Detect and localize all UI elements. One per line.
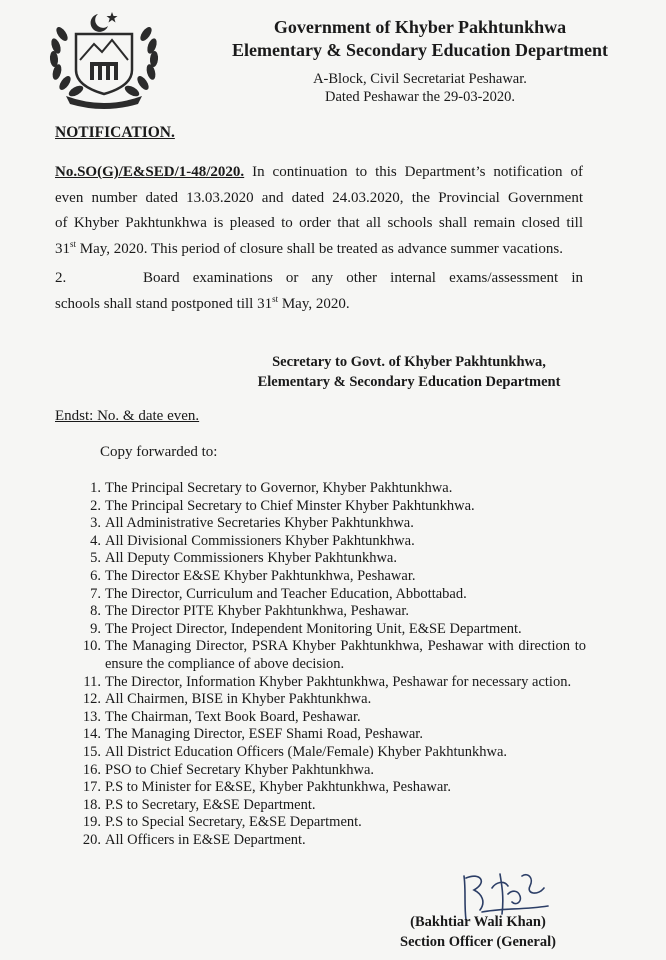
date-suffix: st (70, 238, 77, 249)
paragraph-2-text-2: schools shall stand postponed till 31 (55, 295, 273, 312)
list-item (74, 762, 586, 780)
paragraph-2-text-3: May, 2020. (278, 295, 350, 312)
list-item-number: 15. (82, 743, 101, 760)
list-item-number: 14. (82, 726, 101, 743)
list-item-text: The Chairman, Text Book Board, Peshawar. (105, 708, 361, 725)
list-item-text: The Principal Secretary to Chief Minster Khyber Pakhtunkhwa. (105, 497, 475, 514)
recipient-list (74, 480, 586, 849)
list-item-number: 18. (82, 796, 101, 813)
list-item-number: 8. (90, 603, 101, 620)
list-item (74, 638, 586, 673)
list-item-text: All Chairmen, BISE in Khyber Pakhtunkhwa. (105, 691, 372, 708)
list-item (74, 832, 586, 850)
list-item (74, 744, 586, 762)
paragraph-number: 2. (55, 270, 67, 286)
list-item-number: 4. (90, 532, 101, 549)
list-item (74, 603, 586, 621)
list-item-text: PSO to Chief Secretary Khyber Pakhtunkhwa. (105, 761, 375, 778)
signatory-department: Elementary & Secondary Education Department (257, 374, 561, 390)
paragraph-1-text-4: May, 2020. This period of closure shall be treated as advance summer vacations. (76, 240, 563, 257)
list-item (74, 515, 586, 533)
section-officer-block (388, 912, 568, 952)
list-item-number: 3. (90, 515, 101, 532)
list-item (74, 498, 586, 516)
list-item-number: 2. (90, 497, 101, 514)
list-item-text: P.S to Minister for E&SE, Khyber Pakhtunkhwa, Peshawar. (105, 779, 451, 796)
list-item-text: All Divisional Commissioners Khyber Pakhtunkhwa. (105, 532, 415, 549)
list-item-number: 1. (90, 480, 101, 496)
paragraph-1-line-2: even number dated 13.03.2020 and dated 24.03.2020, the Provincial Government (55, 189, 583, 206)
list-item-number: 10. (82, 638, 101, 655)
list-item (74, 533, 586, 551)
list-item-number: 7. (90, 585, 101, 602)
list-item-text: The Managing Director, PSRA Khyber Pakhtunkhwa, Peshawar with direction to ensure the compliance of above decision. (105, 638, 586, 672)
list-item-text: The Director E&SE Khyber Pakhtunkhwa, Peshawar. (105, 567, 416, 584)
paragraph-1-line-1 (55, 160, 583, 186)
list-item-number: 13. (82, 708, 101, 725)
signatory-title: Secretary to Govt. of Khyber Pakhtunkhwa, (272, 354, 546, 370)
list-item (74, 674, 586, 692)
list-item-number: 17. (82, 779, 101, 796)
list-item-text: P.S to Secretary, E&SE Department. (105, 796, 316, 813)
list-item-text: The Director, Information Khyber Pakhtunkhwa, Peshawar for necessary action. (105, 673, 572, 690)
list-item (74, 550, 586, 568)
paragraph-1-text-1: In continuation to this Department’s notification of (244, 164, 583, 180)
list-item-number: 12. (82, 691, 101, 708)
list-item-text: The Director, Curriculum and Teacher Education, Abbottabad. (105, 585, 467, 602)
list-item (74, 586, 586, 604)
list-item-number: 9. (90, 620, 101, 637)
officer-name: (Bakhtiar Wali Khan) (410, 914, 546, 930)
list-item-text: The Managing Director, ESEF Shami Road, Peshawar. (105, 726, 423, 743)
paragraph-2-line-1 (55, 266, 583, 292)
paragraph-2-text-1: Board examinations or any other internal exams/assessment in (143, 270, 583, 286)
letterhead (200, 16, 640, 106)
list-item (74, 797, 586, 815)
list-item (74, 779, 586, 797)
copy-forwarded-heading: Copy forwarded to: (100, 444, 218, 460)
list-item-text: All Administrative Secretaries Khyber Pakhtunkhwa. (105, 515, 414, 532)
list-item-text: The Principal Secretary to Governor, Khyber Pakhtunkhwa. (105, 480, 453, 496)
list-item-text: All District Education Officers (Male/Female) Khyber Pakhtunkhwa. (105, 743, 507, 760)
list-item (74, 709, 586, 727)
list-item-number: 16. (82, 761, 101, 778)
paragraph-1 (55, 160, 583, 262)
issue-date: Dated Peshawar the 29-03-2020. (324, 89, 516, 105)
list-item-text: The Project Director, Independent Monitoring Unit, E&SE Department. (105, 620, 522, 637)
list-item-text: All Deputy Commissioners Khyber Pakhtunkhwa. (105, 550, 397, 567)
list-item (74, 726, 586, 744)
list-item (74, 480, 586, 498)
officer-designation: Section Officer (General) (400, 934, 556, 950)
list-item-text: All Officers in E&SE Department. (105, 831, 306, 848)
list-item (74, 814, 586, 832)
paragraph-1-line-3: of Khyber Pakhtunkhwa is pleased to order that all schools shall remain closed till (55, 215, 583, 231)
government-title: Government of Khyber Pakhtunkhwa (273, 17, 567, 37)
paragraph-2 (55, 266, 583, 317)
list-item (74, 691, 586, 709)
list-item-number: 11. (83, 673, 101, 690)
department-title: Elementary & Secondary Education Department (232, 40, 608, 60)
list-item-number: 20. (82, 831, 101, 848)
list-item-text: The Director PITE Khyber Pakhtunkhwa, Peshawar. (105, 603, 410, 620)
list-item (74, 568, 586, 586)
date-number: 31 (55, 240, 70, 257)
list-item-number: 6. (90, 567, 101, 584)
notification-reference: No.SO(G)/E&SED/1-48/2020. (55, 164, 245, 180)
department-address: A-Block, Civil Secretariat Peshawar. (313, 71, 527, 87)
paragraph-2-line-2 (55, 292, 583, 318)
list-item-number: 19. (82, 814, 101, 831)
signatory-block (236, 352, 582, 392)
list-item-text: P.S to Special Secretary, E&SE Department. (105, 814, 362, 831)
paragraph-1-line-4 (55, 237, 583, 263)
government-seal-icon (40, 4, 168, 110)
notification-heading: NOTIFICATION. (55, 124, 175, 141)
date-suffix: st (272, 293, 279, 304)
list-item-number: 5. (90, 550, 101, 567)
list-item (74, 621, 586, 639)
endorsement-line: Endst: No. & date even. (55, 408, 200, 424)
